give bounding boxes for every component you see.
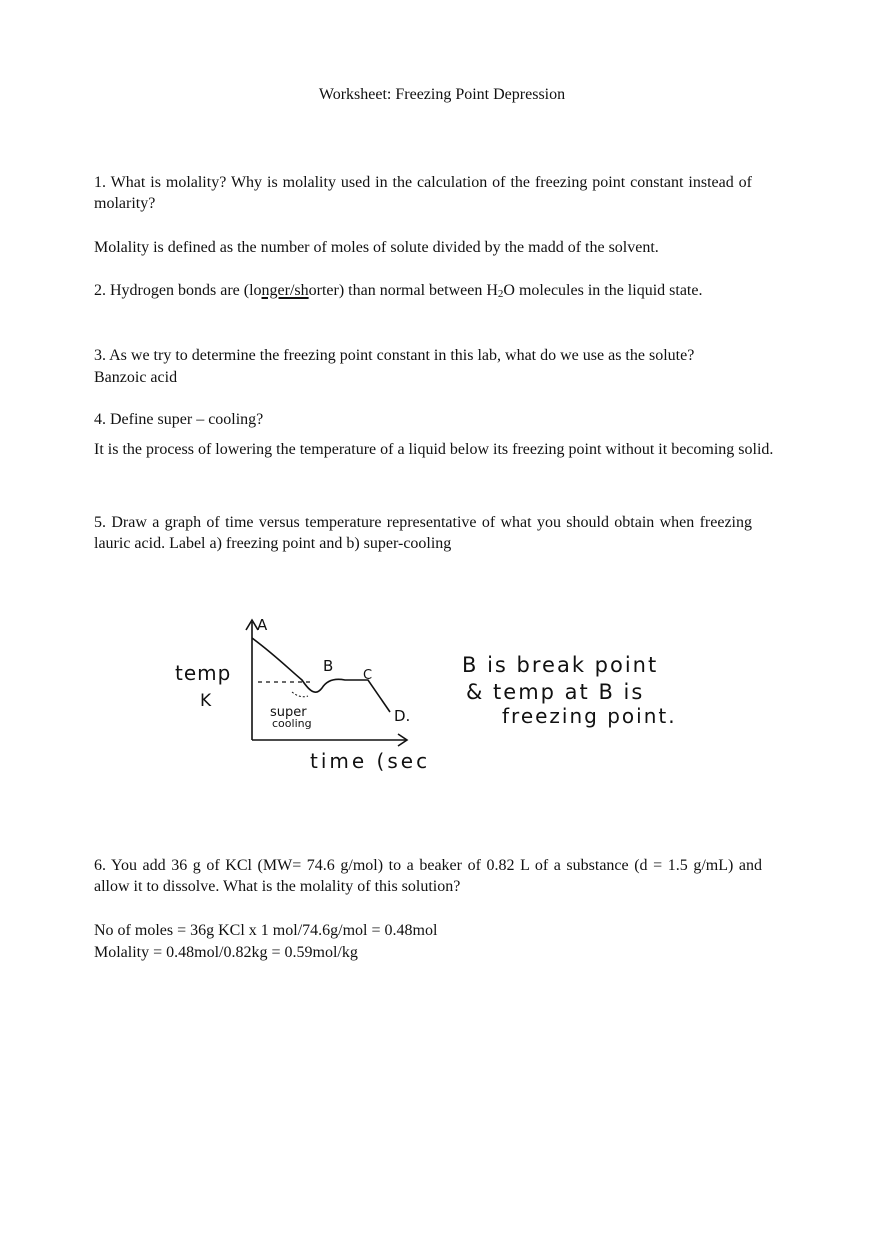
answer-6-line-2: Molality = 0.48mol/0.82kg = 0.59mol/kg xyxy=(94,944,358,961)
point-c-label: C xyxy=(363,668,373,683)
answer-3: Banzoic acid xyxy=(94,369,178,386)
question-4: 4. Define super – cooling? xyxy=(94,411,264,428)
underlined-answer: nger/sh xyxy=(261,282,309,299)
note-line-3: freezing point. xyxy=(502,704,677,728)
question-5: 5. Draw a graph of time versus temperature representative of what you should obtain when freezing lauric acid. Label a) freezing point and b) super-cooling xyxy=(94,514,752,552)
y-axis-unit: K xyxy=(200,691,212,711)
answer-6-line-1: No of moles = 36g KCl x 1 mol/74.6g/mol = 0.48mol xyxy=(94,922,438,939)
page-title: Worksheet: Freezing Point Depression xyxy=(318,86,566,103)
question-6: 6. You add 36 g of KCl (MW= 74.6 g/mol) to a beaker of 0.82 L of a substance (d = 1.5 g/mL) and allow it to dissolve. What is the molality of this solution? xyxy=(94,857,762,895)
x-axis-label: time (sec xyxy=(310,749,431,773)
supercooling-marker xyxy=(292,692,308,697)
point-b-label: B xyxy=(323,657,334,675)
answer-1: Molality is defined as the number of moles of solute divided by the madd of the solvent. xyxy=(94,239,659,256)
hand-drawn-cooling-curve xyxy=(160,600,760,785)
question-2-part-a: 2. Hydrogen bonds are (lo xyxy=(94,282,262,299)
answer-4: It is the process of lowering the temperature of a liquid below its freezing point without it becoming solid. xyxy=(94,441,774,458)
subscript-two: 2 xyxy=(497,288,504,300)
point-d-label: D. xyxy=(394,707,411,725)
question-2-part-c: O molecules in the liquid state. xyxy=(503,282,703,299)
y-axis-label: temp xyxy=(175,661,232,685)
question-2-part-b: orter) than normal between H xyxy=(308,282,498,299)
supercooling-label-line1: super xyxy=(270,705,307,720)
supercooling-label-line2: cooling xyxy=(272,717,312,730)
point-a-label: A xyxy=(257,616,268,634)
question-2 xyxy=(94,280,752,301)
note-line-1: B is break point xyxy=(462,653,659,677)
question-1: 1. What is molality? Why is molality used in the calculation of the freezing point constant instead of molarity? xyxy=(94,174,752,212)
question-3: 3. As we try to determine the freezing point constant in this lab, what do we use as the solute? xyxy=(94,347,695,364)
note-line-2: & temp at B is xyxy=(466,680,645,704)
